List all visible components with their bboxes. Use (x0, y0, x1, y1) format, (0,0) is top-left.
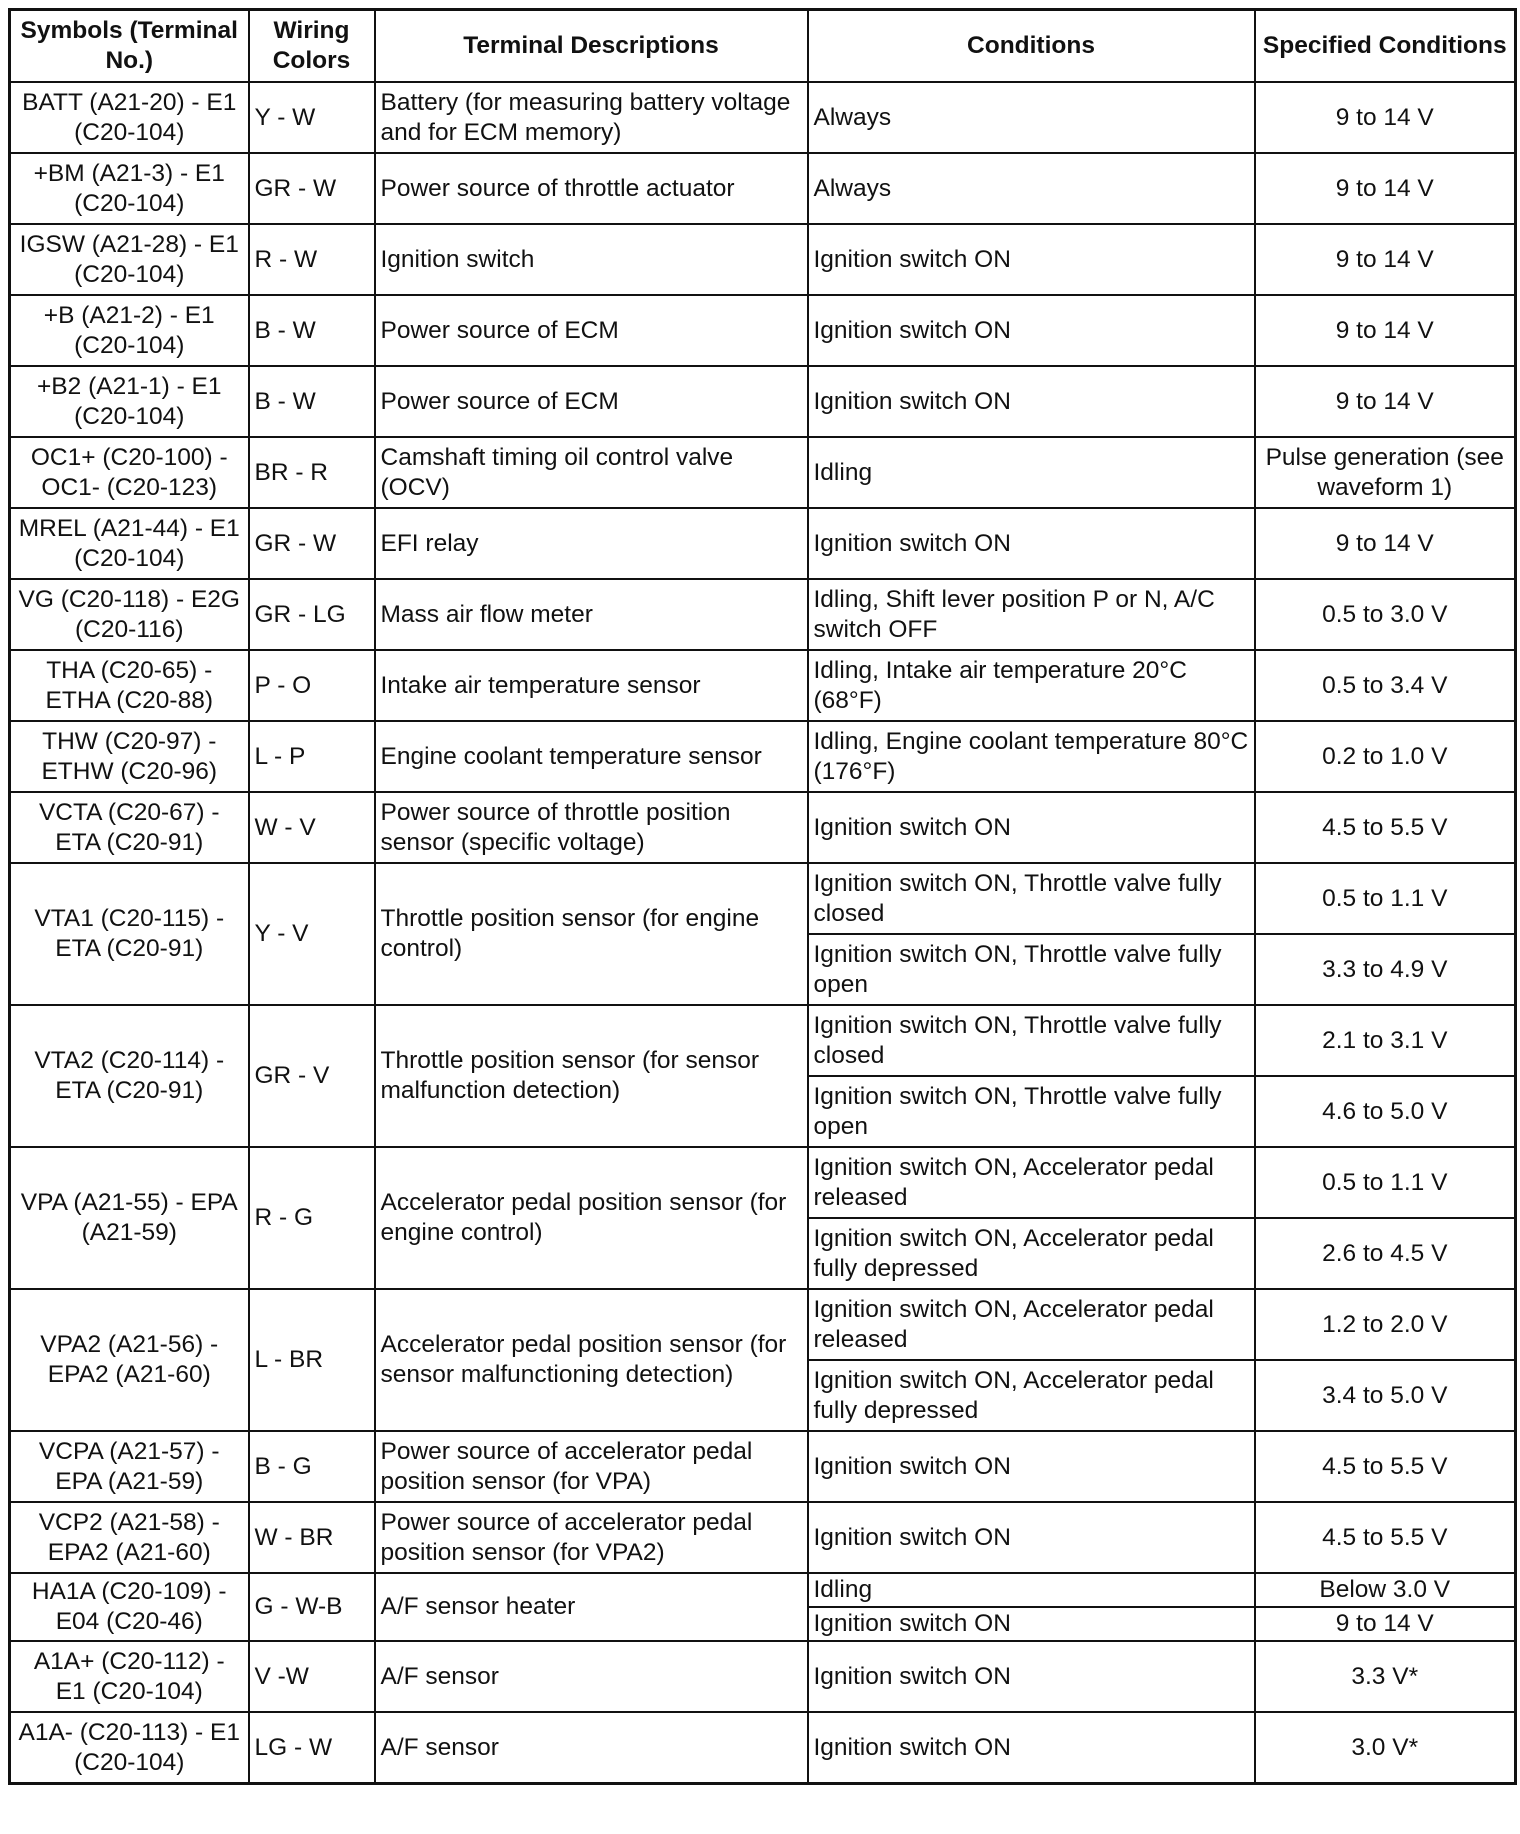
specified-condition-cell: 9 to 14 V (1255, 295, 1516, 366)
table-row (10, 1641, 1516, 1712)
table-row (10, 650, 1516, 721)
table-row (10, 863, 1516, 934)
terminal-description-cell: Camshaft timing oil control valve (OCV) (375, 437, 808, 508)
table-row (10, 721, 1516, 792)
wiring-color-cell: L - BR (249, 1289, 375, 1431)
terminal-description-cell: Power source of accelerator pedal position sensor (for VPA) (375, 1431, 808, 1502)
condition-cell: Idling, Intake air temperature 20°C (68°F) (808, 650, 1255, 721)
specified-condition-cell: 9 to 14 V (1255, 1607, 1516, 1641)
condition-cell: Ignition switch ON (808, 792, 1255, 863)
specified-condition-cell: 4.5 to 5.5 V (1255, 792, 1516, 863)
condition-cell: Ignition switch ON (808, 224, 1255, 295)
condition-cell: Always (808, 82, 1255, 153)
wiring-color-cell: LG - W (249, 1712, 375, 1784)
table-row (10, 1431, 1516, 1502)
table-row (10, 1005, 1516, 1076)
specified-condition-cell: 0.5 to 3.0 V (1255, 579, 1516, 650)
wiring-color-cell: BR - R (249, 437, 375, 508)
specified-condition-cell: 3.3 to 4.9 V (1255, 934, 1516, 1005)
specified-condition-cell: 9 to 14 V (1255, 82, 1516, 153)
specified-condition-cell: 9 to 14 V (1255, 366, 1516, 437)
condition-cell: Ignition switch ON (808, 1502, 1255, 1573)
table-row (10, 437, 1516, 508)
terminal-description-cell: Ignition switch (375, 224, 808, 295)
terminal-symbol-cell: VG (C20-118) - E2G (C20-116) (10, 579, 249, 650)
table-row (10, 82, 1516, 153)
header-wiring-colors: Wiring Colors (249, 10, 375, 83)
condition-cell: Ignition switch ON (808, 295, 1255, 366)
terminal-symbol-cell: HA1A (C20-109) - E04 (C20-46) (10, 1573, 249, 1641)
table-row (10, 1289, 1516, 1360)
terminal-description-cell: A/F sensor (375, 1712, 808, 1784)
terminal-symbol-cell: +B2 (A21-1) - E1 (C20-104) (10, 366, 249, 437)
condition-cell: Ignition switch ON, Throttle valve fully closed (808, 863, 1255, 934)
header-terminal-descriptions: Terminal Descriptions (375, 10, 808, 83)
ecm-terminal-table (8, 8, 1517, 1785)
terminal-symbol-cell: OC1+ (C20-100) - OC1- (C20-123) (10, 437, 249, 508)
specified-condition-cell: 3.0 V* (1255, 1712, 1516, 1784)
header-symbols: Symbols (Terminal No.) (10, 10, 249, 83)
terminal-description-cell: Throttle position sensor (for sensor malfunction detection) (375, 1005, 808, 1147)
condition-cell: Ignition switch ON (808, 1431, 1255, 1502)
terminal-symbol-cell: A1A+ (C20-112) - E1 (C20-104) (10, 1641, 249, 1712)
specified-condition-cell: 2.1 to 3.1 V (1255, 1005, 1516, 1076)
table-row (10, 1147, 1516, 1218)
specified-condition-cell: 0.5 to 1.1 V (1255, 863, 1516, 934)
wiring-color-cell: Y - W (249, 82, 375, 153)
condition-cell: Ignition switch ON (808, 1712, 1255, 1784)
specified-condition-cell: 3.4 to 5.0 V (1255, 1360, 1516, 1431)
table-row (10, 224, 1516, 295)
terminal-description-cell: Battery (for measuring battery voltage and for ECM memory) (375, 82, 808, 153)
specified-condition-cell: 0.2 to 1.0 V (1255, 721, 1516, 792)
condition-cell: Ignition switch ON, Throttle valve fully open (808, 1076, 1255, 1147)
terminal-symbol-cell: VTA1 (C20-115) - ETA (C20-91) (10, 863, 249, 1005)
condition-cell: Ignition switch ON (808, 366, 1255, 437)
table-row (10, 153, 1516, 224)
wiring-color-cell: G - W-B (249, 1573, 375, 1641)
table-row (10, 366, 1516, 437)
condition-cell: Idling, Shift lever position P or N, A/C switch OFF (808, 579, 1255, 650)
terminal-description-cell: Power source of ECM (375, 295, 808, 366)
terminal-description-cell: EFI relay (375, 508, 808, 579)
table-row (10, 1573, 1516, 1607)
wiring-color-cell: W - V (249, 792, 375, 863)
terminal-symbol-cell: VTA2 (C20-114) - ETA (C20-91) (10, 1005, 249, 1147)
terminal-symbol-cell: VCP2 (A21-58) - EPA2 (A21-60) (10, 1502, 249, 1573)
wiring-color-cell: GR - W (249, 153, 375, 224)
condition-cell: Idling, Engine coolant temperature 80°C (176°F) (808, 721, 1255, 792)
terminal-description-cell: Engine coolant temperature sensor (375, 721, 808, 792)
condition-cell: Ignition switch ON, Accelerator pedal released (808, 1147, 1255, 1218)
terminal-symbol-cell: VCTA (C20-67) - ETA (C20-91) (10, 792, 249, 863)
header-conditions: Conditions (808, 10, 1255, 83)
table-row (10, 508, 1516, 579)
condition-cell: Ignition switch ON, Accelerator pedal released (808, 1289, 1255, 1360)
condition-cell: Ignition switch ON (808, 1607, 1255, 1641)
terminal-table-sheet (8, 8, 1517, 1785)
table-row (10, 1712, 1516, 1784)
header-row (10, 10, 1516, 83)
wiring-color-cell: Y - V (249, 863, 375, 1005)
condition-cell: Idling (808, 437, 1255, 508)
condition-cell: Idling (808, 1573, 1255, 1607)
condition-cell: Ignition switch ON, Throttle valve fully open (808, 934, 1255, 1005)
specified-condition-cell: Pulse generation (see waveform 1) (1255, 437, 1516, 508)
condition-cell: Ignition switch ON, Accelerator pedal fully depressed (808, 1218, 1255, 1289)
wiring-color-cell: B - W (249, 295, 375, 366)
terminal-description-cell: A/F sensor heater (375, 1573, 808, 1641)
terminal-symbol-cell: VPA (A21-55) - EPA (A21-59) (10, 1147, 249, 1289)
terminal-description-cell: A/F sensor (375, 1641, 808, 1712)
terminal-symbol-cell: +BM (A21-3) - E1 (C20-104) (10, 153, 249, 224)
specified-condition-cell: Below 3.0 V (1255, 1573, 1516, 1607)
terminal-description-cell: Power source of throttle actuator (375, 153, 808, 224)
condition-cell: Ignition switch ON (808, 508, 1255, 579)
terminal-description-cell: Power source of accelerator pedal position sensor (for VPA2) (375, 1502, 808, 1573)
specified-condition-cell: 4.5 to 5.5 V (1255, 1431, 1516, 1502)
wiring-color-cell: B - W (249, 366, 375, 437)
specified-condition-cell: 9 to 14 V (1255, 508, 1516, 579)
terminal-symbol-cell: THW (C20-97) - ETHW (C20-96) (10, 721, 249, 792)
terminal-symbol-cell: MREL (A21-44) - E1 (C20-104) (10, 508, 249, 579)
wiring-color-cell: GR - V (249, 1005, 375, 1147)
terminal-description-cell: Throttle position sensor (for engine control) (375, 863, 808, 1005)
wiring-color-cell: W - BR (249, 1502, 375, 1573)
table-row (10, 295, 1516, 366)
specified-condition-cell: 2.6 to 4.5 V (1255, 1218, 1516, 1289)
specified-condition-cell: 0.5 to 3.4 V (1255, 650, 1516, 721)
terminal-symbol-cell: A1A- (C20-113) - E1 (C20-104) (10, 1712, 249, 1784)
header-specified-conditions: Specified Conditions (1255, 10, 1516, 83)
wiring-color-cell: V -W (249, 1641, 375, 1712)
terminal-symbol-cell: THA (C20-65) - ETHA (C20-88) (10, 650, 249, 721)
condition-cell: Ignition switch ON, Accelerator pedal fully depressed (808, 1360, 1255, 1431)
terminal-description-cell: Power source of throttle position sensor (specific voltage) (375, 792, 808, 863)
terminal-symbol-cell: VCPA (A21-57) - EPA (A21-59) (10, 1431, 249, 1502)
condition-cell: Ignition switch ON (808, 1641, 1255, 1712)
specified-condition-cell: 0.5 to 1.1 V (1255, 1147, 1516, 1218)
table-body (10, 82, 1516, 1784)
specified-condition-cell: 3.3 V* (1255, 1641, 1516, 1712)
terminal-symbol-cell: VPA2 (A21-56) - EPA2 (A21-60) (10, 1289, 249, 1431)
wiring-color-cell: GR - LG (249, 579, 375, 650)
terminal-description-cell: Accelerator pedal position sensor (for sensor malfunctioning detection) (375, 1289, 808, 1431)
specified-condition-cell: 4.5 to 5.5 V (1255, 1502, 1516, 1573)
wiring-color-cell: R - G (249, 1147, 375, 1289)
wiring-color-cell: R - W (249, 224, 375, 295)
terminal-description-cell: Power source of ECM (375, 366, 808, 437)
wiring-color-cell: P - O (249, 650, 375, 721)
terminal-description-cell: Mass air flow meter (375, 579, 808, 650)
wiring-color-cell: GR - W (249, 508, 375, 579)
wiring-color-cell: B - G (249, 1431, 375, 1502)
terminal-symbol-cell: BATT (A21-20) - E1 (C20-104) (10, 82, 249, 153)
table-row (10, 1502, 1516, 1573)
wiring-color-cell: L - P (249, 721, 375, 792)
condition-cell: Ignition switch ON, Throttle valve fully closed (808, 1005, 1255, 1076)
condition-cell: Always (808, 153, 1255, 224)
terminal-description-cell: Intake air temperature sensor (375, 650, 808, 721)
specified-condition-cell: 1.2 to 2.0 V (1255, 1289, 1516, 1360)
specified-condition-cell: 9 to 14 V (1255, 153, 1516, 224)
table-row (10, 792, 1516, 863)
specified-condition-cell: 4.6 to 5.0 V (1255, 1076, 1516, 1147)
table-row (10, 579, 1516, 650)
terminal-symbol-cell: IGSW (A21-28) - E1 (C20-104) (10, 224, 249, 295)
specified-condition-cell: 9 to 14 V (1255, 224, 1516, 295)
terminal-symbol-cell: +B (A21-2) - E1 (C20-104) (10, 295, 249, 366)
terminal-description-cell: Accelerator pedal position sensor (for engine control) (375, 1147, 808, 1289)
